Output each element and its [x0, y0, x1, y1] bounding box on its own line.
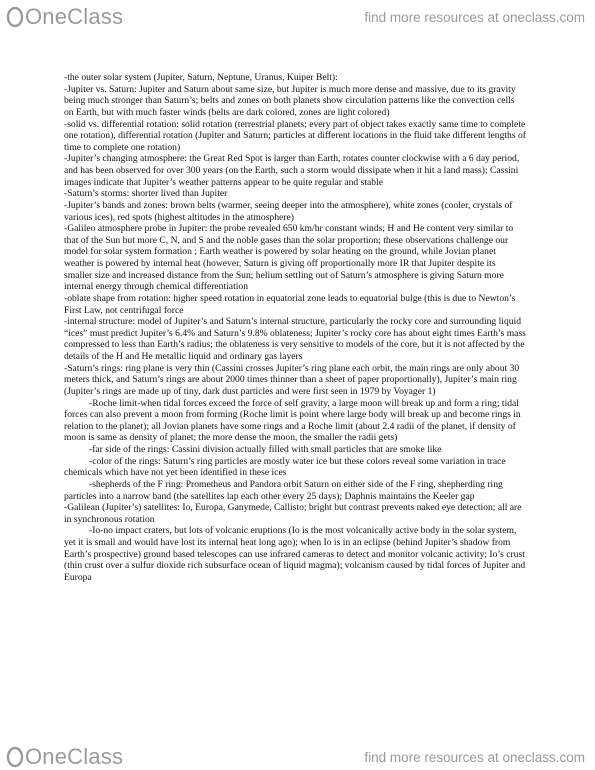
page-footer — [0, 744, 595, 770]
note-paragraph: -solid vs. differential rotation: solid rotation (terrestrial planets; every part of object takes exactly same time to complete one rotation), differential rotation (Jupiter and Saturn; particles at different locations in the fluid take different lengths of time to complete one rotation) — [64, 118, 526, 153]
document-body — [64, 72, 526, 584]
note-paragraph: -Saturn’s storms: shorter lived than Jupiter — [64, 188, 228, 200]
page-header — [0, 0, 595, 42]
note-paragraph: -color of the rings: Saturn’s ring particles are mostly water ice but these colors reveal some variation in trace chemicals which have not yet been identified in these ices — [64, 455, 506, 479]
logo-text: OneClass — [25, 744, 124, 769]
oneclass-logo-footer[interactable] — [6, 745, 123, 769]
note-paragraph: -the outer solar system (Jupiter, Saturn, Neptune, Uranus, Kuiper Belt): — [64, 72, 338, 83]
note-paragraph: -far side of the rings: Cassini division actually filled with small particles that are smoke like — [89, 444, 442, 455]
note-paragraph: -Saturn’s rings: ring plane is very thin (Cassini crosses Jupiter’s ring plane each orbit, the main rings are only about 30 meters thick, and Saturn’s rings are about 2000 times thinner than a sheet of paper proportionally), Jupiter’s main ring (Jupiter’s rings are made up of tiny, dark dust particles and were first seen in 1979 by Voyager 1) — [64, 362, 520, 397]
note-paragraph: -oblate shape from rotation: higher speed rotation in equatorial zone leads to equatorial bulge (this is due to Newton’s First Law, not centrifugal force — [64, 292, 516, 316]
note-paragraph: -Jupiter’s changing atmosphere: the Great Red Spot is larger than Earth, rotates counter clockwise with a 6 day period, and has been observed for over 300 years (on the Earth, such a storm would dissipate when it hit a land mass); Cassini images indicate that Jupiter’s weather patterns appear to be quite regular and stable — [64, 153, 520, 188]
logo-text: OneClass — [25, 4, 124, 29]
note-paragraph: -Jupiter vs. Saturn: Jupiter and Saturn about same size, but Jupiter is much more dense and massive, due to its gravity being much stronger than Saturn’s; belts and zones on both planets show circulation patterns like the convection cells on Earth, but with much faster winds (belts are dark colored, zones are light colored) — [64, 83, 516, 118]
note-paragraph: -Galileo atmosphere probe in Jupiter: the probe revealed 650 km/hr constant winds; H and He content very similar to that of the Sun but more C, N, and S and the noble gases than the solar proportion; these observations challenge our model for solar system formation ; Earth weather is powered by solar heating on the ground, while Jovian planet weather is powered by internal heat (however, Saturn is giving off proportionally more IR that Jupiter despite its smaller size and increased distance from the Sun; helium settling out of Saturn’s atmosphere is giving Saturn more internal energy through chemical differentiation — [64, 223, 514, 293]
note-paragraph: -internal structure: model of Jupiter’s and Saturn’s internal structure, particularly the rocky core and surrounding liquid “ices” must predict Jupiter’s 6.4% and Saturn’s 9.8% oblateness; Jupiter’s rocky core has about eight times Earth’s mass compressed to less than Earth’s radius; the oblateness is very sensitive to models of the core, but it is not affected by the details of the H and He metallic liquid and ordinary gas layers — [64, 316, 526, 362]
oneclass-o-icon — [6, 746, 24, 768]
note-paragraph: -Jupiter’s bands and zones: brown belts (warmer, seeing deeper into the atmosphere), white zones (cooler, crystals of various ices), red spots (highest altitudes in the atmosphere) — [64, 199, 513, 223]
header-tagline-link[interactable]: find more resources at oneclass.com — [364, 10, 585, 25]
oneclass-o-icon — [6, 6, 24, 28]
note-paragraph: -Galilean (Jupiter’s) satellites: Io, Europa, Ganymede, Callisto; bright but contrast prevents naked eye detection; all are in synchronous rotation — [64, 502, 522, 525]
oneclass-logo[interactable] — [6, 5, 123, 29]
footer-tagline-link[interactable]: find more resources at oneclass.com — [364, 750, 585, 765]
note-paragraph: -Io-no impact craters, but lots of volcanic eruptions (Io is the most volcanically active body in the solar system, yet it is small and would have lost its internal heat long ago); when Io is in an eclipse (behind Jupiter’s shadow from Earth’s prospective) ground based telescopes can use infrared cameras to detect and monitor volcanic activity; Io’s crust (thin crust over a sulfur dioxide rich subsurface ocean of liquid magma); volcanism caused by tidal forces of Jupiter and Europa — [64, 525, 526, 583]
note-paragraph: -shepherds of the F ring: Prometheus and Pandora orbit Saturn on either side of the F ring, shepherding ring particles into a narrow band (the satellites lap each other every 25 days); Daphnis maintains the Keeler gap — [64, 478, 503, 502]
note-paragraph: -Roche limit-when tidal forces exceed the force of self gravity, a large moon will break up and form a ring; tidal forces can also prevent a moon from forming (Roche limit is point where large body will break up and become rings in relation to the planet); all Jovian planets have some rings and a Roche limit (about 2.4 radii of the planet, if density of moon is same as density of planet; the more dense the moon, the smaller the radii gets) — [64, 397, 521, 444]
